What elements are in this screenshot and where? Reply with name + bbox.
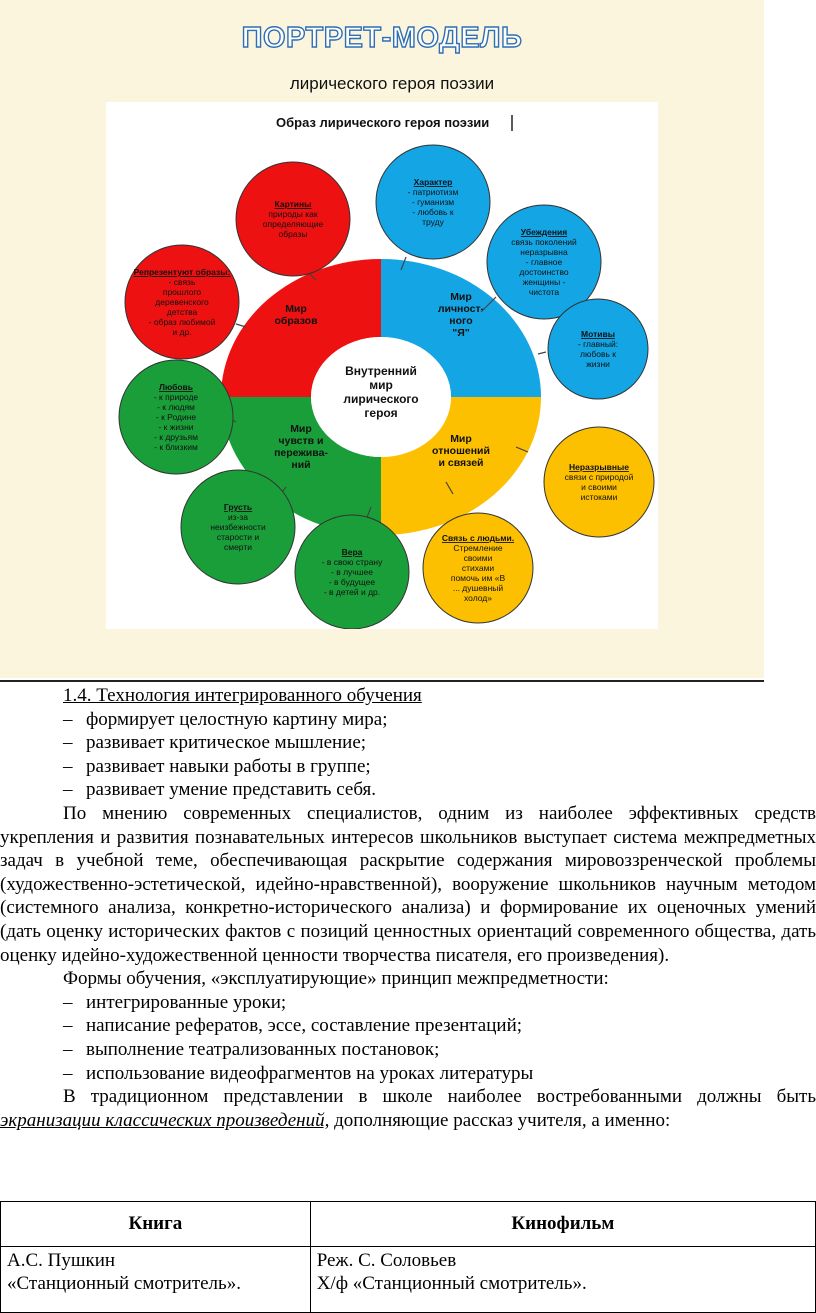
bubble-title: Убеждения bbox=[520, 227, 568, 237]
bubble-text: труду bbox=[422, 217, 444, 227]
slide-subtitle: лирического героя поэзии bbox=[289, 74, 495, 93]
bubble-text: жизни bbox=[586, 359, 610, 369]
sector-label: пережива- bbox=[274, 447, 328, 459]
sector-label: ний bbox=[291, 459, 311, 471]
document-body bbox=[0, 684, 816, 1132]
bubble-text: чистота bbox=[528, 287, 560, 297]
bubble-text: деревенского bbox=[155, 297, 209, 307]
bubble-text: старости и bbox=[216, 532, 260, 542]
diagram-heading: Образ лирического героя поэзии bbox=[276, 115, 490, 130]
bubble-text: своими bbox=[463, 553, 493, 563]
table-header: Кинофильм bbox=[310, 1202, 815, 1247]
emphasis: экранизации классических произведений, bbox=[0, 1109, 330, 1131]
table-header-row bbox=[1, 1202, 816, 1247]
bubble-text: связь поколений bbox=[511, 237, 577, 247]
bubble-text: холод» bbox=[464, 593, 492, 603]
sector-label: личност- bbox=[437, 303, 485, 315]
sector-label: Мир bbox=[450, 433, 472, 445]
bubble-text: - к жизни bbox=[158, 422, 194, 432]
bubble-text: помочь им «В bbox=[450, 573, 506, 583]
forms-heading: Формы обучения, «эксплуатирующие» принцип межпредметности: bbox=[63, 968, 609, 990]
bubble-text: смерти bbox=[223, 542, 253, 552]
bubble-text: - главное bbox=[525, 257, 563, 267]
sector-label: чувств и bbox=[278, 435, 324, 447]
bubble-text: из-за bbox=[227, 512, 249, 522]
sector-label: Мир bbox=[450, 291, 472, 303]
center-label: мир bbox=[369, 378, 393, 392]
bubble-text: - главный: bbox=[577, 339, 619, 349]
table-cell: Реж. С. Соловьев Х/ф «Станционный смотритель». bbox=[310, 1247, 815, 1313]
sector-label: и связей bbox=[438, 457, 484, 469]
bubble-title: Любовь bbox=[158, 382, 194, 392]
paragraph: В традиционном представлении в школе наиболее востребованными должны быть экранизации классических произведений, дополняющие рассказ учителя, а именно: bbox=[0, 1086, 816, 1131]
slide-image bbox=[0, 0, 764, 678]
bubble-text: - в лучшее bbox=[331, 567, 373, 577]
bubble-text: - в детей и др. bbox=[323, 587, 381, 597]
diagram bbox=[106, 102, 658, 629]
bubble-text: детства bbox=[166, 307, 198, 317]
bubble-text: связи с природой bbox=[564, 472, 634, 482]
bubble-text: - к людям bbox=[157, 402, 195, 412]
bubble-text: - к природе bbox=[153, 392, 199, 402]
bubble-text: неразрывна bbox=[520, 247, 568, 257]
bubble-text: определяющие bbox=[262, 219, 324, 229]
list-item: – использование видеофрагментов на уроках литературы bbox=[63, 1062, 534, 1084]
diagram-svg bbox=[106, 102, 658, 629]
sector-label: ного bbox=[449, 315, 473, 327]
center-label: героя bbox=[364, 406, 398, 420]
list-item: – формирует целостную картину мира; bbox=[63, 708, 388, 730]
bubble-text: прошлого bbox=[162, 287, 202, 297]
sector-label: "Я" bbox=[452, 327, 470, 339]
divider bbox=[0, 680, 764, 682]
center-label: лирического bbox=[343, 392, 419, 406]
bubble-title: Неразрывные bbox=[569, 462, 629, 472]
bubble-text: и своими bbox=[581, 482, 617, 492]
table-cell: А.С. Пушкин «Станционный смотритель». bbox=[1, 1247, 311, 1313]
bubble-text: ... душевный bbox=[452, 583, 504, 593]
bubble-text: - связь bbox=[168, 277, 196, 287]
films-table bbox=[0, 1201, 816, 1313]
list-item: – развивает умение представить себя. bbox=[63, 779, 377, 801]
section-heading: 1.4. Технология интегрированного обучения bbox=[63, 685, 422, 706]
bubble-text: Стремление bbox=[453, 543, 503, 553]
bubble-text: - к близким bbox=[154, 442, 198, 452]
bubble-title: Характер bbox=[413, 177, 453, 187]
bubble-text: - в свою страну bbox=[321, 557, 383, 567]
bubble-text: - к друзьям bbox=[154, 432, 198, 442]
bubble-text: любовь к bbox=[580, 349, 616, 359]
bubble-text: - патриотизм bbox=[407, 187, 459, 197]
bubble-text: - гуманизм bbox=[411, 197, 455, 207]
center-label: Внутренний bbox=[345, 364, 417, 378]
sector-label: Мир bbox=[285, 303, 307, 315]
sector-label: образов bbox=[274, 315, 318, 327]
sector-label: Мир bbox=[290, 423, 312, 435]
list-item: – развивает критическое мышление; bbox=[63, 732, 367, 754]
list-item: – выполнение театрализованных постановок; bbox=[63, 1038, 440, 1060]
bubble-text: истоками bbox=[580, 492, 618, 502]
paragraph: По мнению современных специалистов, одним из наиболее эффективных средств укрепления и развития познавательных интересов школьников выступает система межпредметных задач в учебной теме, обеспечивающая раскрытие содержания мировоззренческой проблемы (художественно-эстетической, идейно-нравственной), вооружение школьников научным методом (системного анализа, конкретно-исторического анализа) и формирование их оценочных умений (дать оценку исторических фактов с позиций ценностных ориентаций современного общества, дать оценку идейно-художественной ценности творчества писателя, его произведения). bbox=[0, 802, 816, 966]
bubble-text: неизбежности bbox=[210, 522, 266, 532]
bubble-title: Связь с людьми. bbox=[441, 533, 515, 543]
sector-label: отношений bbox=[432, 445, 490, 457]
list-item: – интегрированные уроки; bbox=[63, 991, 287, 1013]
bubble-text: - в будущее bbox=[328, 577, 376, 587]
bubble-text: образы bbox=[278, 229, 308, 239]
bubble-text: - к Родине bbox=[155, 412, 197, 422]
bubble-title: Картины bbox=[274, 199, 312, 209]
bubble-text: стихами bbox=[461, 563, 495, 573]
table-header: Книга bbox=[1, 1202, 311, 1247]
list-item: – написание рефератов, эссе, составление презентаций; bbox=[63, 1015, 523, 1037]
list-item: – развивает навыки работы в группе; bbox=[63, 755, 371, 777]
bubble-text: женщины - bbox=[522, 277, 566, 287]
table-row bbox=[1, 1247, 816, 1313]
bubble-text: - любовь к bbox=[412, 207, 454, 217]
bubble-text: - образ любимой bbox=[148, 317, 216, 327]
slide-title: ПОРТРЕТ-МОДЕЛЬ bbox=[241, 22, 523, 54]
bubble-text: и др. bbox=[172, 327, 192, 337]
bubble-title: Грусть bbox=[223, 502, 253, 512]
bubble-text: природы как bbox=[268, 209, 318, 219]
bubble-title: Репрезентуют образы: bbox=[133, 267, 231, 277]
connector-arrow bbox=[538, 352, 546, 354]
bubble-title: Мотивы bbox=[581, 329, 615, 339]
bubble-title: Вера bbox=[341, 547, 363, 557]
bubble-text: достоинство bbox=[519, 267, 569, 277]
